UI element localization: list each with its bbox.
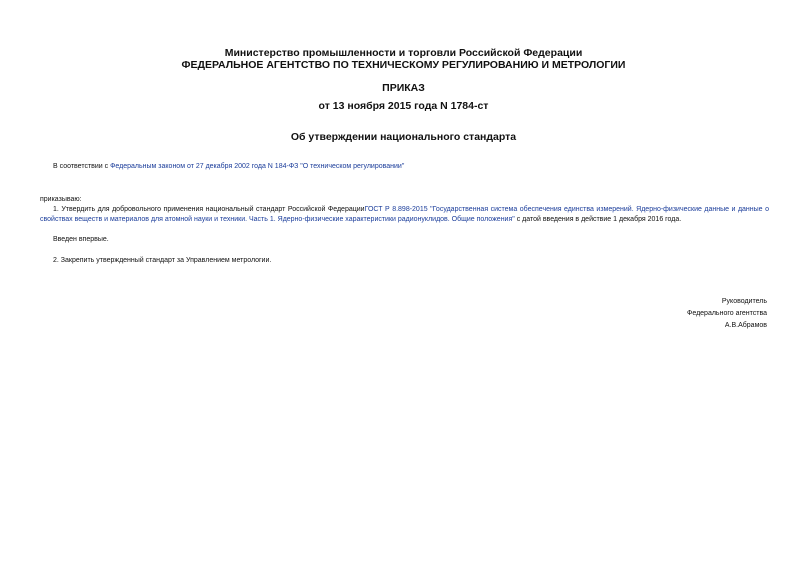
- item2-paragraph: 2. Закрепить утвержденный стандарт за Управлением метрологии.: [53, 257, 272, 264]
- document-subject: Об утверждении национального стандарта: [290, 131, 517, 143]
- order-word: приказываю:: [40, 196, 82, 203]
- item1-prefix: 1. Утвердить для добровольного применения национальный стандарт Российской Федерации: [53, 206, 365, 213]
- signature-name: А.В.Абрамов: [724, 322, 767, 329]
- ministry-heading: Министерство промышленности и торговли Российской Федерации: [224, 47, 583, 59]
- document-type: ПРИКАЗ: [382, 82, 425, 94]
- gost-link[interactable]: ГОСТ Р 8.898-2015 "Государственная система обеспечения единства измерений. Ядерно-физические данные и данные о свойствах веществ и материалов для атомной науки и техники. Часть 1. Ядерно-физические характеристики радионуклидов. Общие положения": [40, 206, 769, 223]
- first-time-note: Введен впервые.: [53, 236, 109, 243]
- intro-prefix: В соответствии с: [53, 163, 111, 170]
- document-date-number: от 13 ноября 2015 года N 1784-ст: [318, 100, 489, 112]
- item1-paragraph: [40, 205, 769, 225]
- federal-law-link[interactable]: Федеральным законом от 27 декабря 2002 года N 184-ФЗ "О техническом регулировании": [110, 163, 405, 170]
- signature-title: Руководитель: [721, 298, 767, 305]
- agency-heading: ФЕДЕРАЛЬНОЕ АГЕНТСТВО ПО ТЕХНИЧЕСКОМУ РЕГУЛИРОВАНИЮ И МЕТРОЛОГИИ: [181, 59, 626, 71]
- intro-paragraph: [53, 162, 753, 172]
- item1-suffix: с датой введения в действие 1 декабря 2016 года.: [514, 216, 682, 223]
- signature-agency: Федерального агентства: [687, 310, 767, 317]
